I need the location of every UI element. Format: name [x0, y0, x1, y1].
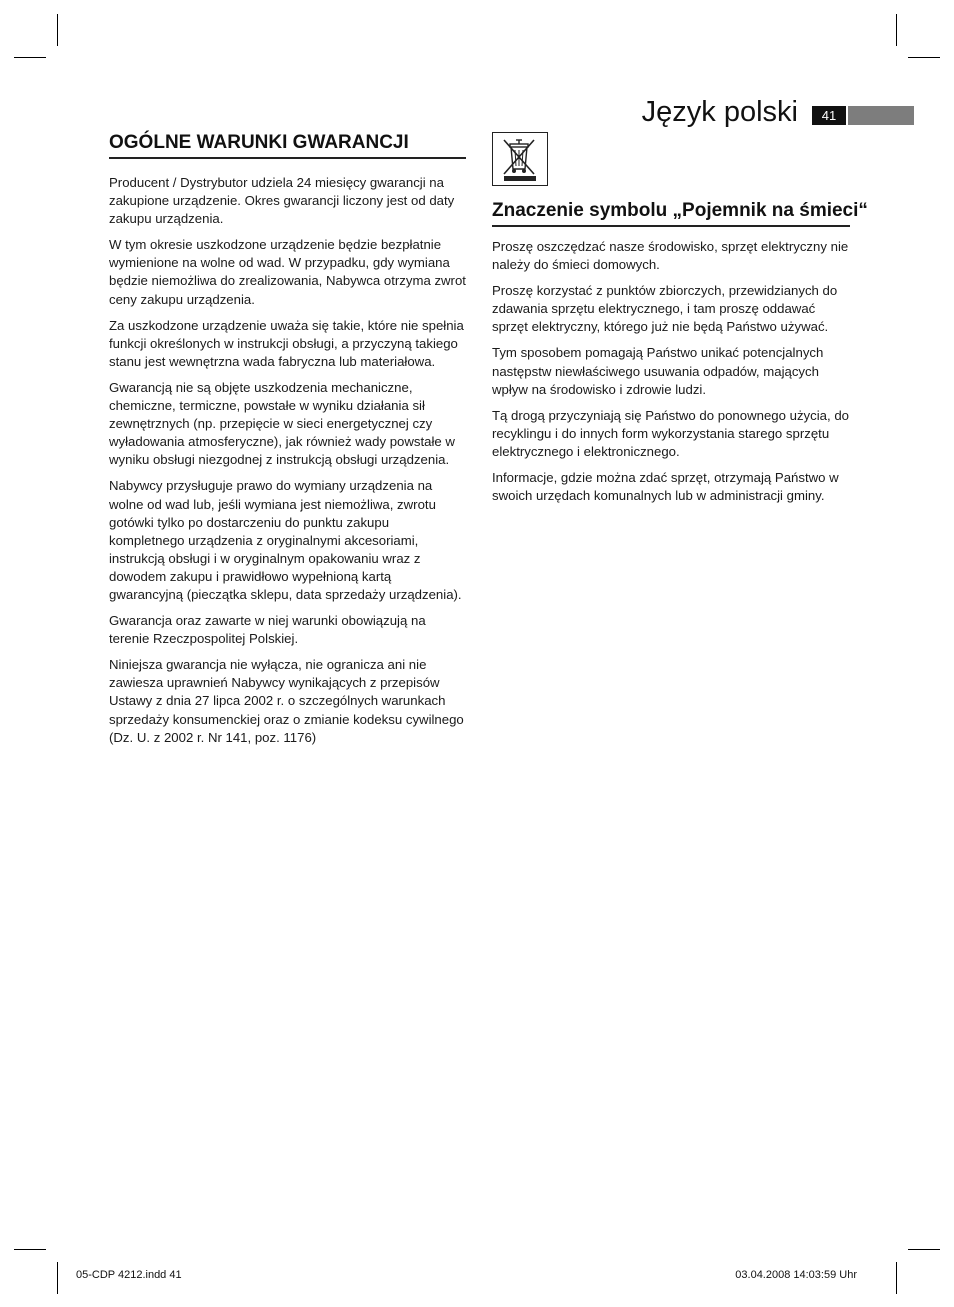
- crop-mark: [14, 1249, 46, 1250]
- disposal-paragraph: Informacje, gdzie można zdać sprzęt, otrzymają Państwo w swoich urzędach komunalnych lub w administracji gminy.: [492, 470, 839, 504]
- crop-mark: [896, 1262, 897, 1294]
- crop-mark: [57, 1262, 58, 1294]
- page-number: 41: [812, 106, 846, 125]
- weee-crossed-bin-icon: [492, 132, 548, 186]
- disposal-paragraph: Tym sposobem pomagają Państwo unikać potencjalnych następstw niewłaściwego usuwania odpadów, mających wpływ na środowisko i zdrowie ludzi.: [492, 345, 824, 397]
- warranty-paragraph: Za uszkodzone urządzenie uważa się takie, które nie spełnia funkcji określonych w instrukcji obsługi, a przyczyną takiego stanu jest wewnętrzna wada fabryczna lub materiałowa.: [109, 317, 464, 369]
- warranty-paragraph: Gwarancją nie są objęte uszkodzenia mechaniczne, chemiczne, termiczne, powstałe w wyniku działania sił zewnętrznych (np. przepięcie w sieci energetycznej czy wyładowania atmosferyczne), jak również wady powstałe w wyniku obsługi niezgodnej z instrukcją obsługi urządzenia.: [109, 379, 455, 468]
- warranty-paragraph: Gwarancja oraz zawarte w niej warunki obowiązują na terenie Rzeczpospolitej Polskiej.: [109, 613, 426, 647]
- crop-mark: [896, 14, 897, 46]
- footer-file-info: 05-CDP 4212.indd 41: [76, 1269, 182, 1281]
- warranty-paragraph: W tym okresie uszkodzone urządzenie będzie bezpłatnie wymienione na wolne od wad. W przypadku, gdy wymiana będzie niemożliwa do zrealizowania, Nabywca otrzyma zwrot ceny zakupu urządzenia.: [109, 237, 466, 307]
- disposal-paragraph: Proszę oszczędzać nasze środowisko, sprzęt elektryczny nie należy do śmieci domowych.: [492, 239, 849, 273]
- page-title: Język polski: [641, 96, 798, 128]
- crop-mark: [908, 1249, 940, 1250]
- crop-mark: [14, 57, 46, 58]
- disposal-paragraph: Proszę korzystać z punktów zbiorczych, przewidzianych do zdawania sprzętu elektrycznego, i tam proszę oddawać sprzęt elektryczny, którego już nie będą Państwo używać.: [492, 283, 838, 335]
- header-bar: [848, 106, 914, 125]
- warranty-section: [109, 132, 466, 755]
- warranty-paragraph: Niniejsza gwarancja nie wyłącza, nie ogranicza ani nie zawiesza uprawnień Nabywcy wynikających z przepisów Ustawy z dnia 27 lipca 2002 r. o szczególnych warunkach sprzedaży konsumenckiej oraz o zmianie kodeksu cywilnego (Dz. U. z 2002 r. Nr 141, poz. 1176): [109, 657, 464, 745]
- footer-timestamp: 03.04.2008 14:03:59 Uhr: [735, 1269, 857, 1281]
- disposal-paragraph: Tą drogą przyczyniają się Państwo do ponownego użycia, do recyklingu i do innych form wykorzystania starego sprzętu elektrycznego i elektronicznego.: [492, 407, 850, 459]
- warranty-paragraph: Nabywcy przysługuje prawo do wymiany urządzenia na wolne od wad lub, jeśli wymiana jest niemożliwa, zwrotu gotówki tylko po dostarczeniu do punktu zakupu kompletnego urządzenia z oryginalnymi akcesoriami, instrukcją obsługi i w oryginalnym opakowaniu wraz z dowodem zakupu i prawidłowo wypełnioną kartą gwarancyjną (pieczątka sklepu, data sprzedaży urządzenia).: [109, 478, 462, 602]
- crop-mark: [908, 57, 940, 58]
- warranty-paragraph: Producent / Dystrybutor udziela 24 miesięcy gwarancji na zakupione urządzenie. Okres gwarancji liczony jest od daty zakupu urządzenia.: [109, 175, 455, 227]
- crop-mark: [57, 14, 58, 46]
- warranty-heading: OGÓLNE WARUNKI GWARANCJI: [109, 132, 466, 159]
- disposal-heading: Znaczenie symbolu „Pojemnik na śmieci“: [492, 200, 850, 227]
- disposal-section: [492, 132, 868, 513]
